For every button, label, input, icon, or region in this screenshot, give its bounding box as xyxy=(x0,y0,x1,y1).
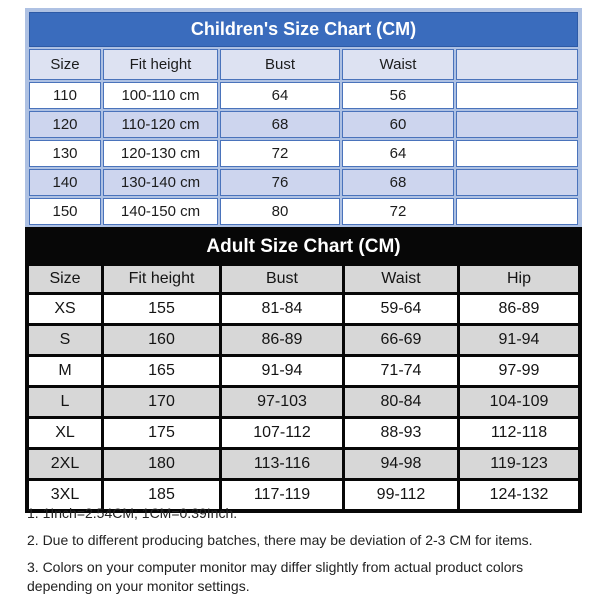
adult-header-row xyxy=(29,266,578,292)
note-deviation: 2. Due to different producing batches, there may be deviation of 2-3 CM for items. xyxy=(27,532,533,549)
table-cell: S xyxy=(29,326,101,354)
adult-header-size: Size xyxy=(29,266,101,292)
table-row xyxy=(29,140,578,167)
table-cell xyxy=(456,169,578,196)
table-cell xyxy=(456,198,578,225)
adult-header-bust: Bust xyxy=(222,266,342,292)
table-cell: 71-74 xyxy=(345,357,457,385)
table-cell: 80 xyxy=(220,198,340,225)
table-row xyxy=(29,326,578,354)
table-cell: 91-94 xyxy=(222,357,342,385)
table-row xyxy=(29,388,578,416)
table-cell: 124-132 xyxy=(460,481,578,509)
table-cell: 185 xyxy=(104,481,219,509)
table-cell: 66-69 xyxy=(345,326,457,354)
children-header-row xyxy=(29,49,578,80)
table-cell: 175 xyxy=(104,419,219,447)
note-monitor-colors: 3. Colors on your computer monitor may differ slightly from actual product colors depending on your monitor settings. xyxy=(27,559,524,594)
table-cell xyxy=(456,82,578,109)
table-cell: 3XL xyxy=(29,481,101,509)
table-cell: 72 xyxy=(342,198,454,225)
table-cell: 140-150 cm xyxy=(103,198,218,225)
children-header-empty xyxy=(456,49,578,80)
table-cell: 160 xyxy=(104,326,219,354)
children-header-bust: Bust xyxy=(220,49,340,80)
table-cell: 91-94 xyxy=(460,326,578,354)
table-cell: 80-84 xyxy=(345,388,457,416)
table-cell: 68 xyxy=(342,169,454,196)
table-cell: 88-93 xyxy=(345,419,457,447)
table-cell: M xyxy=(29,357,101,385)
children-header-size: Size xyxy=(29,49,101,80)
table-cell: 104-109 xyxy=(460,388,578,416)
table-cell: 170 xyxy=(104,388,219,416)
table-cell: 81-84 xyxy=(222,295,342,323)
table-cell: 130 xyxy=(29,140,101,167)
table-cell: L xyxy=(29,388,101,416)
table-cell: 2XL xyxy=(29,450,101,478)
table-cell: 113-116 xyxy=(222,450,342,478)
table-cell: 130-140 cm xyxy=(103,169,218,196)
table-cell: 99-112 xyxy=(345,481,457,509)
table-cell: 94-98 xyxy=(345,450,457,478)
table-cell: 64 xyxy=(220,82,340,109)
table-cell: 110 xyxy=(29,82,101,109)
children-size-table xyxy=(25,8,582,229)
table-cell: XL xyxy=(29,419,101,447)
table-cell: 150 xyxy=(29,198,101,225)
children-header-fit-height: Fit height xyxy=(103,49,218,80)
table-row xyxy=(29,295,578,323)
note-inch-conversion: 1. 1Inch=2.54CM; 1CM=0.39Inch. xyxy=(27,505,238,521)
table-row xyxy=(29,450,578,478)
table-cell: 107-112 xyxy=(222,419,342,447)
adult-size-table xyxy=(25,227,582,513)
table-cell: 155 xyxy=(104,295,219,323)
table-row xyxy=(29,82,578,109)
table-cell: 112-118 xyxy=(460,419,578,447)
children-header-waist: Waist xyxy=(342,49,454,80)
table-cell: 120-130 cm xyxy=(103,140,218,167)
table-cell: 100-110 cm xyxy=(103,82,218,109)
table-row xyxy=(29,111,578,138)
table-cell: XS xyxy=(29,295,101,323)
table-cell: 76 xyxy=(220,169,340,196)
table-cell: 86-89 xyxy=(222,326,342,354)
table-cell: 97-99 xyxy=(460,357,578,385)
table-cell: 117-119 xyxy=(222,481,342,509)
table-cell: 180 xyxy=(104,450,219,478)
table-cell: 119-123 xyxy=(460,450,578,478)
table-cell: 68 xyxy=(220,111,340,138)
children-table-title: Children's Size Chart (CM) xyxy=(29,12,578,47)
table-row xyxy=(29,419,578,447)
table-cell: 56 xyxy=(342,82,454,109)
table-cell xyxy=(456,111,578,138)
table-cell: 97-103 xyxy=(222,388,342,416)
table-cell: 140 xyxy=(29,169,101,196)
table-cell: 64 xyxy=(342,140,454,167)
table-cell: 60 xyxy=(342,111,454,138)
table-cell: 86-89 xyxy=(460,295,578,323)
adult-title-row xyxy=(29,231,578,263)
footnotes xyxy=(27,504,575,600)
table-cell: 110-120 cm xyxy=(103,111,218,138)
table-cell xyxy=(456,140,578,167)
table-cell: 59-64 xyxy=(345,295,457,323)
table-cell: 120 xyxy=(29,111,101,138)
table-row xyxy=(29,357,578,385)
children-title-row xyxy=(29,12,578,47)
adult-header-waist: Waist xyxy=(345,266,457,292)
table-row xyxy=(29,198,578,225)
table-cell: 165 xyxy=(104,357,219,385)
table-row xyxy=(29,169,578,196)
adult-header-hip: Hip xyxy=(460,266,578,292)
adult-header-fit-height: Fit height xyxy=(104,266,219,292)
adult-table-title: Adult Size Chart (CM) xyxy=(29,231,578,263)
table-cell: 72 xyxy=(220,140,340,167)
